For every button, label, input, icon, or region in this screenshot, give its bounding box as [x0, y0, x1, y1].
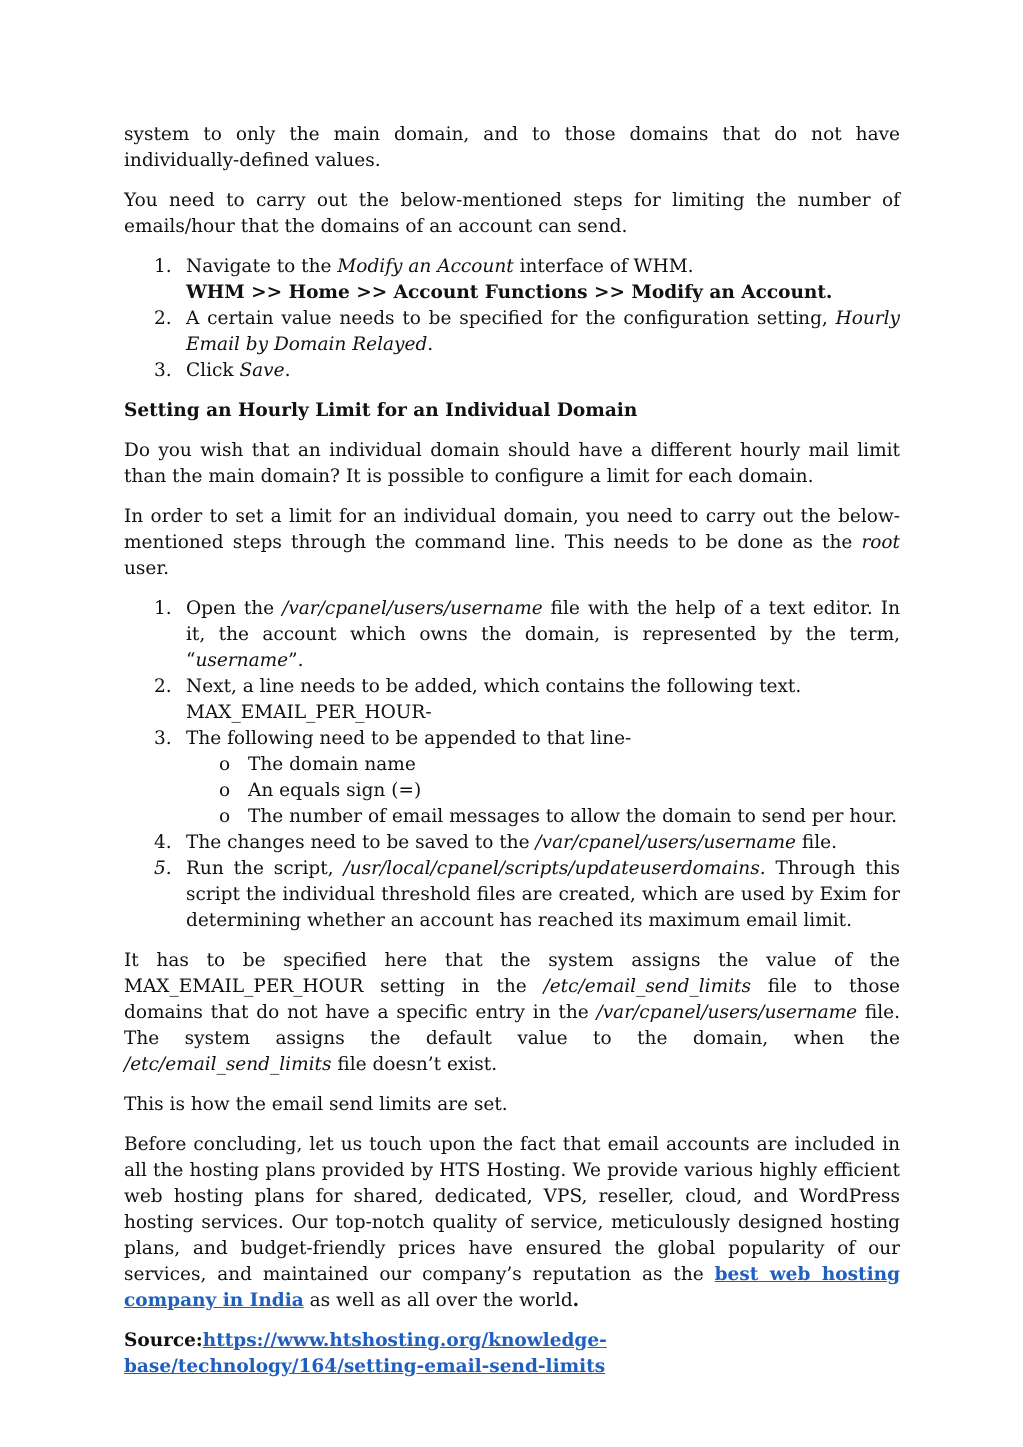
steps-list-whm — [124, 254, 900, 384]
sub-list-item: o An equals sign (=) — [186, 778, 900, 804]
best-hosting-link[interactable]: best web hosting company in India — [124, 1264, 901, 1311]
source-link[interactable]: https://www.htshosting.org/knowledge-base/technology/164/setting-email-send-limits — [124, 1330, 607, 1377]
sub-list-item: o The domain name — [186, 752, 900, 778]
paragraph-command-line: In order to set a limit for an individual domain, you need to carry out the below-mentioned steps through the command line. This needs to be done as the root user. — [124, 506, 900, 579]
source-label: Source: — [124, 1330, 203, 1351]
list-item: 4. The changes need to be saved to the /var/cpanel/users/username file. — [154, 832, 837, 853]
list-item: 1. Open the /var/cpanel/users/username file with the help of a text editor. In it, the account which owns the domain, is represented by the term, “username”. — [154, 598, 900, 671]
list-item: 5. Run the script, /usr/local/cpanel/scripts/updateuserdomains. Through this script the individual threshold files are created, which are used by Exim for determining whether an account has reached its maximum email limit. — [154, 858, 900, 931]
paragraph-summary: This is how the email send limits are set. — [124, 1094, 508, 1115]
list-item: 1. Navigate to the Modify an Account interface of WHM. WHM >> Home >> Account Functions >> Modify an Account. — [154, 256, 833, 303]
paragraph-individual-limit: Do you wish that an individual domain should have a different hourly mail limit than the main domain? It is possible to configure a limit for each domain. — [124, 440, 900, 487]
bullet-icon: o — [219, 780, 231, 801]
paragraph-default-value: It has to be specified here that the system assigns the value of the MAX_EMAIL_PER_HOUR setting in the /etc/email_send_limits file to those domains that do not have a specific entry in the /var/cpanel/users/username file. The system assigns the default value to the domain, when the /etc/email_send_limits file doesn’t exist. — [124, 950, 900, 1075]
code-text: MAX_EMAIL_PER_HOUR- — [186, 702, 432, 723]
steps-list-command-line — [124, 596, 900, 934]
sub-list-item: o The number of email messages to allow the domain to send per hour. — [186, 804, 900, 830]
list-item: 3. The following need to be appended to that line- o The domain name o An equals sign (=) o The number of email messages to allow the domain to send per hour. — [124, 726, 900, 830]
paragraph-conclusion: Before concluding, let us touch upon the fact that email accounts are included in all the hosting plans provided by HTS Hosting. We provide various highly efficient web hosting plans for shared, dedicated, VPS, reseller, cloud, and WordPress hosting services. Our top-notch quality of service, meticulously designed hosting plans, and budget-friendly prices have ensured the global popularity of our services, and maintained our company’s reputation as the best web hosting company in India as well as all over the world. — [124, 1134, 901, 1311]
paragraph-steps-intro: You need to carry out the below-mentioned steps for limiting the number of emails/hour that the domains of an account can send. — [124, 190, 900, 237]
bullet-icon: o — [219, 754, 231, 775]
section-heading: Setting an Hourly Limit for an Individual Domain — [124, 400, 638, 421]
paragraph-intro-continued: system to only the main domain, and to those domains that do not have individually-defined values. — [124, 124, 900, 171]
document-body — [124, 122, 900, 1394]
list-item: 2. A certain value needs to be specified for the configuration setting, Hourly Email by Domain Relayed. — [154, 308, 900, 355]
source-line — [124, 1328, 900, 1380]
list-item: 3. Click Save. — [154, 360, 291, 381]
list-item: 2. Next, a line needs to be added, which contains the following text. MAX_EMAIL_PER_HOUR- — [154, 676, 802, 723]
bullet-icon: o — [219, 806, 231, 827]
menu-path: WHM >> Home >> Account Functions >> Modify an Account. — [186, 282, 833, 303]
sub-bullet-list — [186, 752, 900, 830]
